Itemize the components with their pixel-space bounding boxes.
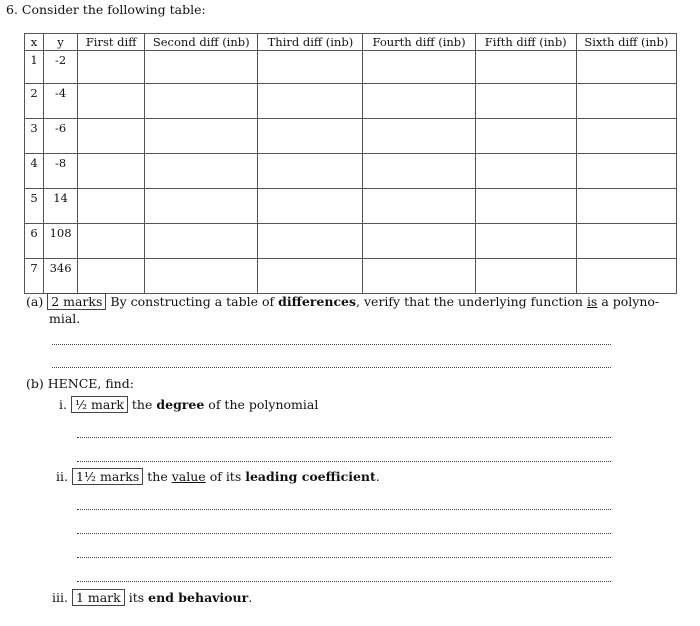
cell-second-diff [145,119,258,154]
header-third-diff: Third diff (inb) [258,34,363,51]
table-row [25,154,677,189]
cell-first-diff [78,259,145,294]
cell-fifth-diff [475,84,576,119]
cell-first-diff [78,154,145,189]
cell-second-diff [145,224,258,259]
differences-table [24,33,677,294]
part-a-text-2: , verify that the underlying function [356,294,583,309]
part-b-text: HENCE, find: [47,376,134,391]
header-fifth-diff: Fifth diff (inb) [475,34,576,51]
part-b-i [59,396,318,413]
cell-fourth-diff [363,189,475,224]
part-b-i-text-2: of the polynomial [208,397,319,412]
table-header-row [25,34,677,51]
table-row [25,189,677,224]
cell-x: 4 [25,154,44,189]
header-y: y [44,34,78,51]
cell-first-diff [78,119,145,154]
table-row [25,224,677,259]
cell-x: 2 [25,84,44,119]
part-b-iii-text-2: . [248,590,253,605]
cell-fifth-diff [475,51,576,84]
cell-fourth-diff [363,259,475,294]
cell-fifth-diff [475,119,576,154]
cell-third-diff [258,154,363,189]
cell-fourth-diff [363,224,475,259]
part-b-i-numeral: i. [59,397,67,412]
part-b-iii [52,589,252,606]
cell-fifth-diff [475,154,576,189]
part-a-underline-is: is [586,294,598,309]
part-a-label: (a) [26,294,44,309]
part-b-label: (b) [26,376,44,391]
part-b-ii-underline-value: value [171,469,206,484]
cell-x: 6 [25,224,44,259]
cell-first-diff [78,84,145,119]
part-b-ii-numeral: ii. [56,469,68,484]
cell-second-diff [145,84,258,119]
cell-y: 108 [44,224,78,259]
answer-line[interactable] [77,460,611,462]
cell-fifth-diff [475,259,576,294]
cell-second-diff [145,51,258,84]
cell-second-diff [145,259,258,294]
part-b-ii-marks-box: 1½ marks [72,468,143,485]
cell-third-diff [258,119,363,154]
header-sixth-diff: Sixth diff (inb) [576,34,676,51]
cell-third-diff [258,51,363,84]
part-b-i-text-1: the [131,397,153,412]
part-b-iii-numeral: iii. [52,590,68,605]
cell-sixth-diff [576,51,676,84]
part-a-bold-differences: differences [278,294,357,309]
answer-line[interactable] [52,343,611,345]
cell-y: -6 [44,119,78,154]
part-b-ii-text-2: of its [209,469,242,484]
cell-sixth-diff [576,189,676,224]
cell-third-diff [258,189,363,224]
cell-y: -8 [44,154,78,189]
cell-y: 14 [44,189,78,224]
part-a-marks-box: 2 marks [47,293,106,310]
cell-sixth-diff [576,84,676,119]
cell-first-diff [78,189,145,224]
part-b-iii-marks-box: 1 mark [72,589,125,606]
part-b-ii-text-1: the [147,469,168,484]
part-b-i-bold-degree: degree [156,397,205,412]
answer-line[interactable] [77,436,611,438]
part-a-text-1: By constructing a table of [110,294,275,309]
cell-third-diff [258,259,363,294]
part-b [26,375,134,392]
cell-fourth-diff [363,154,475,189]
cell-sixth-diff [576,259,676,294]
header-first-diff: First diff [78,34,145,51]
cell-fourth-diff [363,119,475,154]
cell-first-diff [78,51,145,84]
cell-sixth-diff [576,154,676,189]
part-b-iii-bold-end-behaviour: end behaviour [148,590,249,605]
part-a-text-3: a polyno- [601,294,660,309]
part-b-iii-text-1: its [128,590,145,605]
part-a [26,293,666,310]
cell-x: 7 [25,259,44,294]
part-b-ii [56,468,380,485]
cell-fifth-diff [475,224,576,259]
cell-x: 1 [25,51,44,84]
table-row [25,259,677,294]
cell-fourth-diff [363,84,475,119]
cell-fourth-diff [363,51,475,84]
part-b-i-marks-box: ½ mark [71,396,128,413]
answer-line[interactable] [77,580,611,582]
part-b-ii-text-3: . [375,469,380,484]
cell-first-diff [78,224,145,259]
cell-sixth-diff [576,224,676,259]
cell-second-diff [145,154,258,189]
cell-sixth-diff [576,119,676,154]
answer-line[interactable] [77,556,611,558]
cell-second-diff [145,189,258,224]
header-second-diff: Second diff (inb) [145,34,258,51]
table-row [25,84,677,119]
cell-y: 346 [44,259,78,294]
cell-y: -2 [44,51,78,84]
answer-line[interactable] [77,508,611,510]
cell-third-diff [258,84,363,119]
part-a-continuation: mial. [49,311,81,326]
header-x: x [25,34,44,51]
question-title: 6. Consider the following table: [6,2,206,17]
part-b-ii-bold-leading-coefficient: leading coefficient [245,469,376,484]
cell-x: 5 [25,189,44,224]
table-row [25,119,677,154]
cell-third-diff [258,224,363,259]
table-row [25,51,677,84]
cell-x: 3 [25,119,44,154]
cell-fifth-diff [475,189,576,224]
header-fourth-diff: Fourth diff (inb) [363,34,475,51]
answer-line[interactable] [52,366,611,368]
cell-y: -4 [44,84,78,119]
answer-line[interactable] [77,532,611,534]
